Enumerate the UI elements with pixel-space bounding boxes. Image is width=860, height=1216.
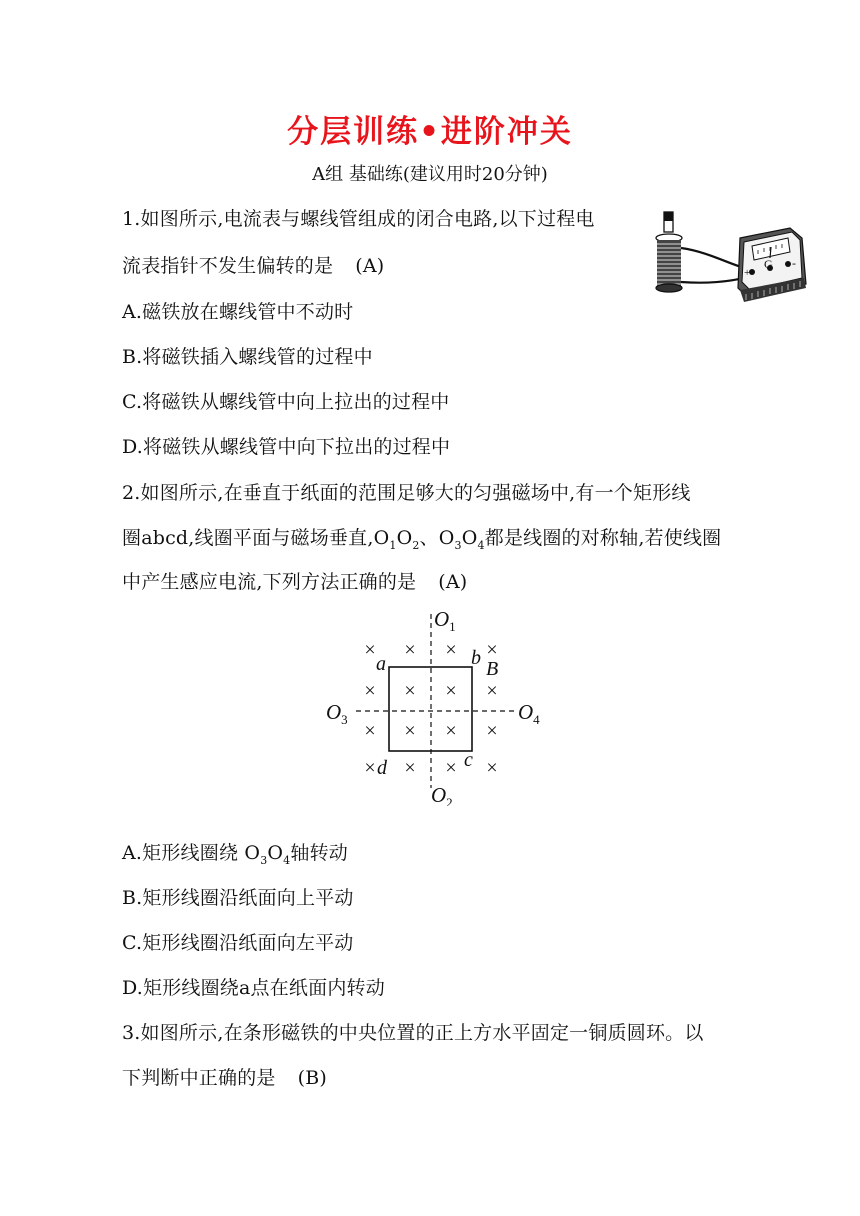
field-cross-icon: × [404,680,416,702]
q2-figure-coil-in-field [318,606,558,806]
q2-option-a-part: A.矩形线圈绕 O [122,842,261,864]
q3-stem-line2 [122,1063,327,1090]
meter-g-label: G [764,257,773,271]
label-o1: $O_1$ [434,607,456,634]
q2-option-a-sub: 4 [283,853,291,867]
field-cross-icon: × [445,680,457,702]
q2-answer: (A) [438,571,468,593]
label-c: c [464,749,473,771]
q1-option-a: A.磁铁放在螺线管中不动时 [122,301,354,323]
q1-option-b: B.将磁铁插入螺线管的过程中 [122,346,373,368]
field-cross-icon: × [486,680,498,702]
q2-stem-part: O [396,527,413,549]
label-field-b: B [486,658,499,680]
q2-option-a-part: O [267,842,284,864]
q2-stem-sub: 3 [454,538,462,552]
q3-answer: (B) [297,1067,327,1089]
field-cross-icon: × [486,757,498,779]
q2-option-a [122,838,348,867]
field-cross-icon: × [404,720,416,742]
q2-stem-part: O [461,527,478,549]
q2-stem-sub: 1 [389,538,397,552]
label-a: a [376,653,386,675]
field-cross-icon: × [364,680,376,702]
field-cross-icon: × [486,720,498,742]
q1-option-d: D.将磁铁从螺线管中向下拉出的过程中 [122,436,451,458]
field-cross-icon: × [486,639,498,661]
field-cross-icon: × [445,639,457,661]
axis-labels [326,607,540,806]
bar-magnet-icon [664,212,673,232]
q2-stem-line3 [122,567,467,594]
field-cross-icon: × [364,757,376,779]
q2-option-d: D.矩形线圈绕a点在纸面内转动 [122,977,385,999]
field-cross-icon: × [364,720,376,742]
page-title: 分层训练•进阶冲关 [287,114,573,150]
label-o3: $O_3$ [326,700,348,727]
field-cross-icon: × [445,720,457,742]
q2-stem-line2 [122,523,721,552]
q2-stem-line1: 2.如图所示,在垂直于纸面的范围足够大的匀强磁场中,有一个矩形线 [122,482,691,504]
field-cross-icon: × [404,757,416,779]
meter-plus-label: + [744,267,751,279]
q1-answer: (A) [355,255,385,277]
q2-stem-part: 都是线圈的对称轴,若使线圈 [484,527,722,549]
label-o2: $O_2$ [431,783,453,806]
meter-minus-label: - [792,256,796,270]
q3-stem-text: 下判断中正确的是 [122,1067,276,1089]
q1-stem-line1: 1.如图所示,电流表与螺线管组成的闭合电路,以下过程电 [122,208,595,230]
section-subtitle: A组 基础练(建议用时20分钟) [312,164,548,185]
q2-option-b: B.矩形线圈沿纸面向上平动 [122,887,354,909]
q2-option-a-sub: 3 [260,853,268,867]
q2-option-a-part: 轴转动 [290,842,348,864]
field-cross-icon: × [364,639,376,661]
q2-stem-part: 圈abcd,线圈平面与磁场垂直,O [122,527,390,549]
solenoid-coil-icon [656,234,682,292]
q1-stem-line2 [122,251,384,278]
label-d: d [377,757,387,779]
field-cross-icon: × [404,639,416,661]
q2-stem-sub: 2 [412,538,420,552]
label-o4: $O_4$ [518,700,540,727]
q1-figure-coil-galvanometer [640,204,812,310]
q2-stem-text: 中产生感应电流,下列方法正确的是 [122,571,417,593]
q2-stem-part: 、O [419,527,455,549]
q1-stem-text: 流表指针不发生偏转的是 [122,255,334,277]
q2-option-c: C.矩形线圈沿纸面向左平动 [122,932,354,954]
q2-stem-sub: 4 [477,538,485,552]
field-cross-icon: × [445,757,457,779]
q3-stem-line1: 3.如图所示,在条形磁铁的中央位置的正上方水平固定一铜质圆环。以 [122,1022,704,1044]
label-b: b [471,647,481,669]
q1-option-c: C.将磁铁从螺线管中向上拉出的过程中 [122,391,450,413]
galvanometer-icon [738,228,806,302]
